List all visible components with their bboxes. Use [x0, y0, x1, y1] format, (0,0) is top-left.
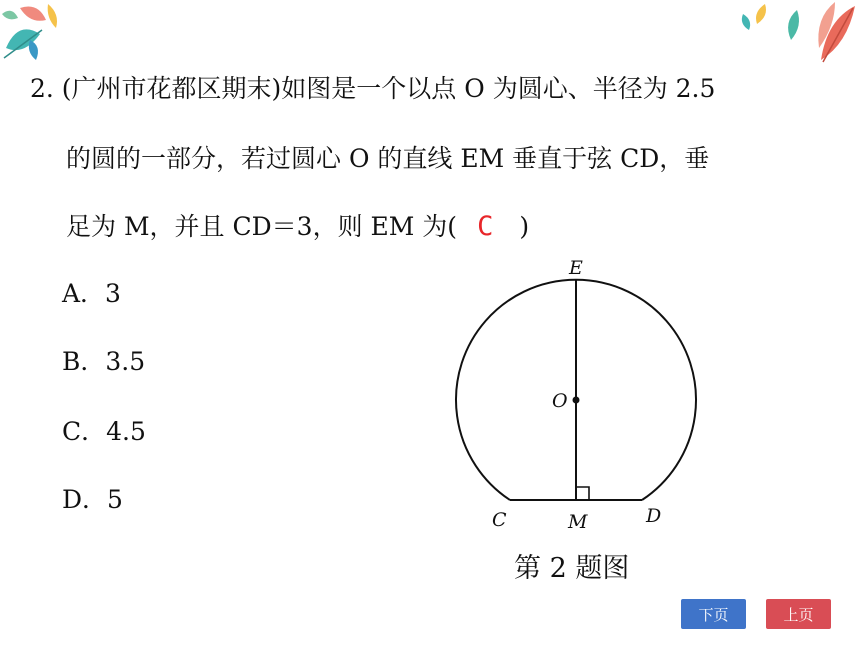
answer-choice: C: [477, 211, 494, 242]
label-m: M: [568, 511, 588, 533]
option-a: A．3: [62, 279, 121, 308]
question-line-1: 2. (广州市花都区期末)如图是一个以点 O 为圆心、半径为 2.5: [30, 74, 716, 103]
label-o: O: [552, 390, 568, 412]
leaf-decoration-top-left: [0, 0, 80, 70]
label-c: C: [492, 509, 507, 531]
closing-paren: ): [519, 212, 530, 241]
leaf-decoration-top-right: [735, 0, 860, 70]
right-angle-mark: [576, 487, 589, 500]
option-b: B．3.5: [62, 347, 146, 376]
next-page-button[interactable]: [681, 599, 746, 629]
option-d: D．5: [62, 485, 123, 514]
prev-page-button[interactable]: [766, 599, 831, 629]
prev-page-label: 上页: [783, 605, 814, 624]
center-point-o: [573, 397, 580, 404]
figure-caption: 第 2 题图: [514, 553, 630, 584]
option-c: C．4.5: [62, 417, 146, 446]
circle-figure: [440, 250, 720, 540]
label-d: D: [646, 505, 662, 527]
question-line-3-text: 足为 M，并且 CD＝3，则 EM 为(: [66, 212, 458, 241]
label-e: E: [569, 257, 583, 279]
question-line-3: [66, 210, 529, 244]
question-line-2: 的圆的一部分，若过圆心 O 的直线 EM 垂直于弦 CD，垂: [66, 144, 710, 173]
next-page-label: 下页: [698, 605, 729, 624]
